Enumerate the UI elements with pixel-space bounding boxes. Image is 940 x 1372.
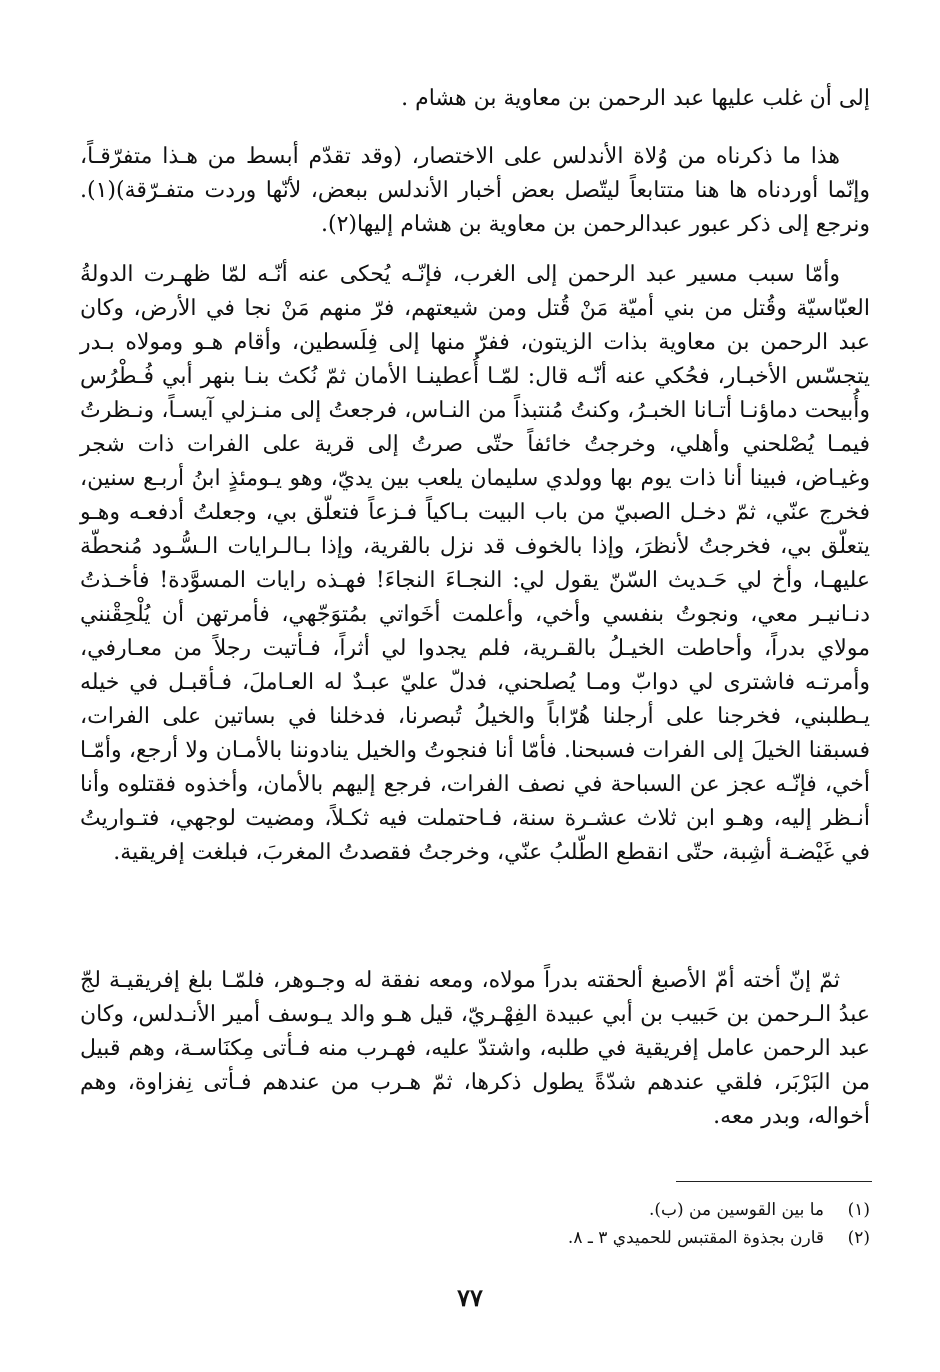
footnote-2-text: قارن بجذوة المقتبس للحميدي ٣ ـ ٨. xyxy=(567,1228,824,1248)
paragraph-3 xyxy=(80,258,870,870)
footnote-1-text: ما بين القوسين من (ب). xyxy=(648,1200,824,1220)
paragraph-3-text: وأمّا سبب مسير عبد الرحمن إلى الغرب، فإنّـه يُحكى عنه أنّـه لمّا ظهـرت الدولةُ العبّاسيّة وقُتل من بني أميّة مَنْ قُتل ومن شيعتهم، فرّ منهم مَنْ نجا في الأرض، وكان عبد الرحمن بن معاوية بذات الزيتون، ففرّ منها إلى فِلَسطين، وأقام هـو ومولاه بـدر يتجسّس الأخبـار، فحُكي عنه أنّـه قال: لمّـا أُعطينـا الأمان ثمّ نُكث بنـا بنهر أبي فُـطْرُس وأُبيحت دماؤنـا أتـانا الخبـرُ، وكنتُ مُنتبذاً من النـاس، فرجعتُ إلى منـزلي آيسـاً، ونـظرتُ فيمـا يُصْلحني وأهلي، وخرجتُ خائفاً حتّى صرتُ إلى قرية على الفرات ذات شجر وغيـاض، فبينا أنا ذات يوم بها وولدي سليمان يلعب بين يديّ، وهو يـومئذٍ ابنُ أربـع سنين، فخرج عنّي، ثمّ دخـل الصبيّ من باب البيت بـاكياً فـزعاً فتعلّق بي، وجعلتُ أدفعـه وهـو يتعلّق بي، فخرجتُ لأنظرَ، وإذا بالخوف قد نزل بالقرية، وإذا بـالـرايات الـسُّـود مُنحطّة عليهـا، وأخ لي حَـديث السّنّ يقول لي: النجـاءَ النجاءَ! فهـذه رايات المسوَّدة! فأخـذتُ دنـانيـر معي، ونجوتُ بنفسي وأخي، وأعلمت أخَواتي بمُتوَجّهي، فأمرتهن أن يُلْحِقْنني مولاي بدراً، وأحاطت الخيـلُ بالقـرية، فلم يجدوا لي أثراً، فـأتيت رجلاً من معـارفي، وأمرتـه فاشترى لي دوابّ ومـا يُصلحني، فدلّ عليّ عبـدٌ له العـاملَ، فـأقبـل في خيله يـطلبني، فخرجنا على أرجلنا هُرّاباً والخيلُ تُبصرنا، فدخلنا في بساتين على الفرات، فسبقنا الخيلَ إلى الفرات فسبحنا. فأمّا أنا فنجوتُ والخيل ينادوننا بالأمـان ولا أرجع، وأمّـا أخي، فإنّـه عجز عن السباحة في نصف الفرات، فرجع إليهم بالأمان، وأخذوه فقتلوه وأنا أنـظر إليه، وهـو ابن ثلاث عشـرة سنة، فـاحتملت فيه ثكـلاً، ومضيت لوجهي، فتـواريتُ في غَيْضـة أشِبة، حتّى انقطع الطّلبُ عنّي، وخرجتُ فقصدتُ المغربَ، فبلغت إفريقية. xyxy=(80,262,870,865)
paragraph-4-text: ثمّ إنّ أخته أمّ الأصبغ ألحقته بدراً مولاه، ومعه نفقة له وجـوهر، فلمّـا بلغ إفريقيـة لجّ عبدُ الـرحمن بن حَبيب بن أبي عبيدة الفِهْـريّ، قيل هـو والد يـوسف أمير الأنـدلس، وكان عبد الرحمن عامل إفريقية في طلبه، واشتدّ عليه، فهـرب منه فـأتى مِكنَاسـة، وهم قبيل من البَرْبَر، فلقي عندهم شدّةً يطول ذكرها، ثمّ هـرب من عندهم فـأتى نِفزاوة، وهم أخواله، وبدر معه. xyxy=(80,968,870,1129)
paragraph-4 xyxy=(80,964,870,1134)
paragraph-2 xyxy=(80,140,870,242)
footnote-divider xyxy=(676,1181,872,1182)
footnote-2 xyxy=(400,1224,870,1252)
paragraph-1-text: إلى أن غلب عليها عبد الرحمن بن معاوية بن هشام . xyxy=(401,86,870,111)
page-number: ٧٧ xyxy=(457,1283,483,1312)
footnote-1-number: (١) xyxy=(847,1200,870,1220)
footnote-2-number: (٢) xyxy=(847,1228,870,1248)
footnote-1 xyxy=(400,1196,870,1224)
paragraph-1 xyxy=(80,82,870,116)
paragraph-2-text: هذا ما ذكرناه من وُلاة الأندلس على الاختصار، (وقد تقدّم أبسط من هـذا متفرّقـاً، وإنّما أوردناه ها هنا متتابعاً ليتّصل بعض أخبار الأندلس ببعض، لأنّها وردت متفـرّقة)(١). ونرجع إلى ذكر عبور عبدالرحمن بن معاوية بن هشام إليها(٢). xyxy=(80,144,870,237)
footnotes xyxy=(400,1196,870,1252)
